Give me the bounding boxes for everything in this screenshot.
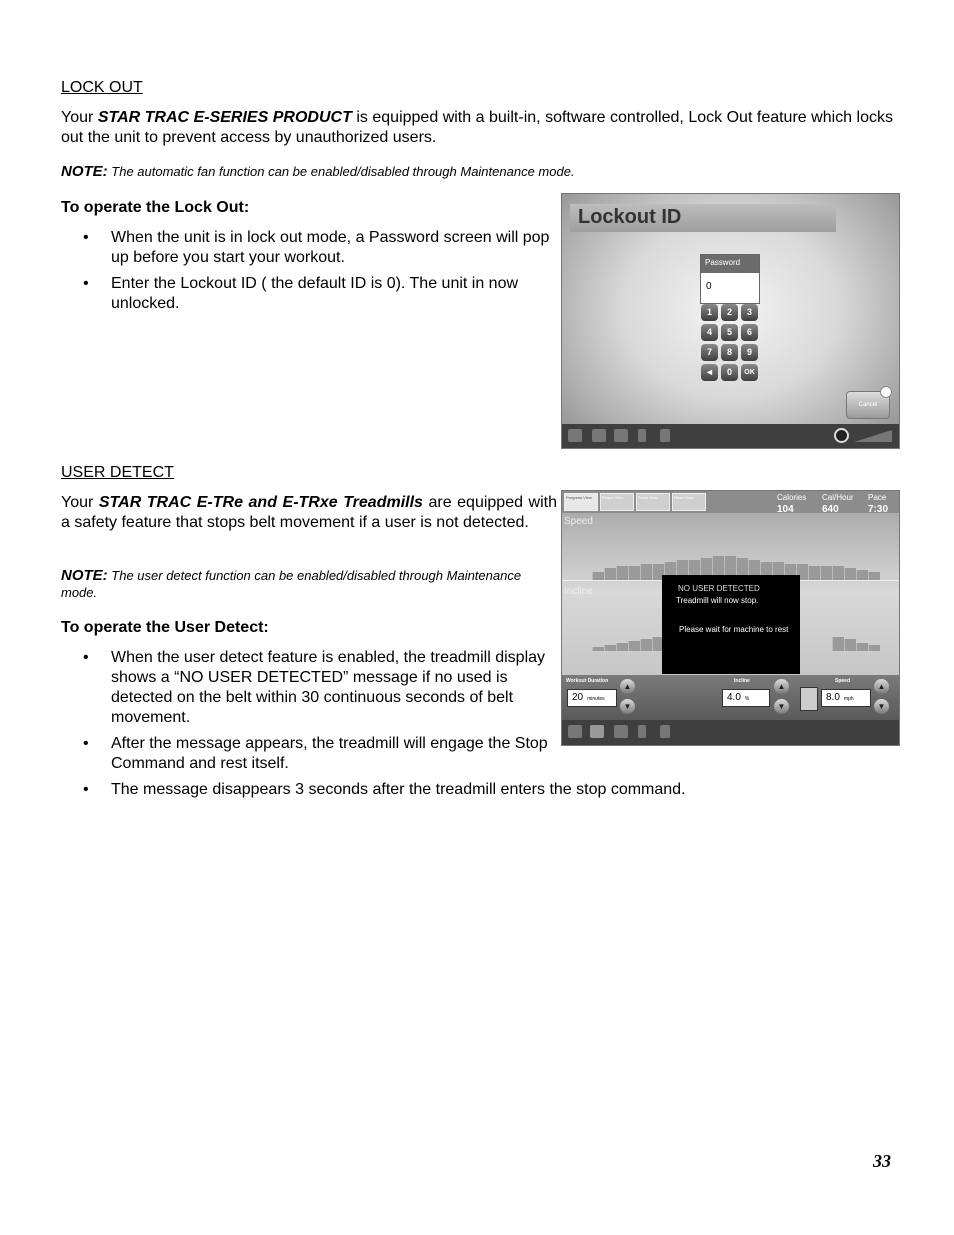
key-7[interactable]: 7: [701, 344, 718, 361]
dialog-title: NO USER DETECTED: [678, 584, 760, 593]
incline-bar: [640, 639, 652, 651]
keypad-icon[interactable]: [592, 429, 606, 442]
key-6[interactable]: 6: [741, 324, 758, 341]
userdetect-intro-after: are equipped with a safety feature that stops belt movement if a user is not detected.: [61, 494, 557, 531]
speed-unit: mph: [843, 696, 854, 702]
incline-bar: [844, 639, 856, 651]
speed-bar: [616, 566, 628, 580]
incline-unit: %: [744, 696, 750, 702]
lockout-heading: LOCK OUT: [61, 79, 143, 96]
lockout-title: Lockout ID: [578, 206, 682, 228]
speed-bar: [820, 566, 832, 580]
calories-label: Calories: [777, 493, 807, 502]
speed-bar: [832, 566, 844, 580]
duration-value: 20: [572, 692, 584, 703]
ok-key[interactable]: OK: [741, 364, 758, 381]
userdetect-note: [61, 567, 557, 601]
lockout-bottom-bar: [562, 424, 899, 448]
lockout-bullets: [61, 228, 551, 320]
speed-down-icon[interactable]: ▼: [874, 699, 889, 714]
lockout-intro-after: is equipped with a built-in, software controlled, Lock Out feature which locks out the unit to prevent access by unauthorized users.: [61, 109, 893, 146]
speed-bar: [640, 564, 652, 580]
userdetect-heading: USER DETECT: [61, 464, 174, 481]
key-4[interactable]: 4: [701, 324, 718, 341]
tab-progress-view[interactable]: Progress View: [564, 493, 598, 511]
cancel-indicator-icon: [880, 386, 892, 398]
userdetect-intro: [61, 493, 557, 533]
no-user-detected-dialog: [662, 575, 800, 674]
home-icon[interactable]: [568, 725, 582, 738]
bottle-icon[interactable]: [638, 429, 646, 442]
volume-icon[interactable]: [854, 430, 892, 442]
userdetect-note-text: The user detect function can be enabled/disabled through Maintenance mode.: [61, 568, 522, 600]
speed-value: 8.0: [826, 692, 840, 703]
lockout-screenshot: [561, 193, 900, 449]
userdetect-intro-before: Your: [61, 494, 99, 511]
key-5[interactable]: 5: [721, 324, 738, 341]
key-8[interactable]: 8: [721, 344, 738, 361]
speed-control-label: Speed: [835, 678, 851, 684]
tab-heart-view[interactable]: Heart View: [672, 493, 706, 511]
list-item: • Enter the Lockout ID ( the default ID is 0). The unit in now unlocked.: [61, 274, 551, 314]
duration-unit: minutes: [587, 696, 605, 702]
speed-field[interactable]: [821, 689, 871, 707]
duration-field[interactable]: [567, 689, 617, 707]
userdetect-bullets: [61, 648, 557, 780]
keypad-icon[interactable]: [800, 687, 818, 711]
calhour-value: 640: [822, 504, 839, 515]
incline-chart-label: Incline: [564, 586, 593, 597]
calhour-label: Cal/Hour: [822, 493, 854, 502]
keypad-icon[interactable]: [590, 725, 604, 738]
display-icon[interactable]: [614, 725, 628, 738]
dialog-message: Treadmill will now stop.: [676, 596, 759, 605]
incline-bar: [832, 637, 844, 651]
display-icon[interactable]: [614, 429, 628, 442]
dialog-wait-message: Please wait for machine to rest: [679, 625, 789, 634]
lockout-subheading: To operate the Lock Out:: [61, 199, 250, 216]
incline-bar: [592, 647, 604, 651]
incline-control-label: Incline: [734, 678, 750, 684]
workout-controls: [562, 675, 899, 720]
tab-track-view[interactable]: Track View: [636, 493, 670, 511]
speed-bar: [856, 570, 868, 580]
pace-label: Pace: [868, 493, 887, 502]
wrench-icon[interactable]: [660, 725, 670, 738]
speed-bar: [592, 572, 604, 580]
page-number: 33: [873, 1151, 891, 1171]
wrench-icon[interactable]: [660, 429, 670, 442]
speed-up-icon[interactable]: ▲: [874, 679, 889, 694]
speed-bar: [628, 566, 640, 580]
key-3[interactable]: 3: [741, 304, 758, 321]
incline-down-icon[interactable]: ▼: [774, 699, 789, 714]
fan-icon[interactable]: [834, 428, 849, 443]
list-item: • The message disappears 3 seconds after the treadmill enters the stop command.: [61, 780, 901, 800]
userdetect-bullets-cont: [61, 780, 901, 806]
bottle-icon[interactable]: [638, 725, 646, 738]
speed-chart-label: Speed: [564, 516, 593, 527]
calories-value: 104: [777, 504, 794, 515]
speed-bar: [868, 572, 880, 580]
speed-bar: [844, 568, 856, 580]
userdetect-subheading: To operate the User Detect:: [61, 619, 269, 636]
lockout-intro-before: Your: [61, 109, 98, 126]
lockout-note-text: The automatic fan function can be enabled/disabled through Maintenance mode.: [107, 164, 575, 179]
incline-bar: [856, 643, 868, 651]
pace-value: 7:30: [868, 504, 889, 515]
incline-bar: [616, 643, 628, 651]
incline-field[interactable]: [722, 689, 770, 707]
incline-bar: [868, 645, 880, 651]
tab-shape-view[interactable]: Shape View: [600, 493, 634, 511]
list-item: • When the unit is in lock out mode, a Password screen will pop up before you start your workout.: [61, 228, 551, 268]
home-icon[interactable]: [568, 429, 582, 442]
duration-label: Workout Duration: [566, 678, 609, 684]
password-value: 0: [706, 281, 712, 292]
speed-bar: [604, 568, 616, 580]
incline-bar: [628, 641, 640, 651]
key-1[interactable]: 1: [701, 304, 718, 321]
incline-up-icon[interactable]: ▲: [774, 679, 789, 694]
incline-value: 4.0: [727, 692, 741, 703]
key-2[interactable]: 2: [721, 304, 738, 321]
key-0[interactable]: 0: [721, 364, 738, 381]
ud-bottom-bar: [562, 720, 899, 745]
lockout-intro: [61, 108, 893, 148]
userdetect-screenshot: [561, 490, 900, 746]
lockout-intro-product: STAR TRAC E-SERIES PRODUCT: [97, 109, 352, 126]
speed-bar: [808, 566, 820, 580]
userdetect-intro-product: STAR TRAC E-TRe and E-TRxe Treadmills: [98, 494, 423, 511]
list-item: • When the user detect feature is enabled, the treadmill display shows a “NO USER DETECTED” message if no used is detected on the belt within 30 continuous seconds of belt movement.: [61, 648, 557, 728]
lockout-note: [61, 163, 893, 180]
incline-bar: [604, 645, 616, 651]
list-item: • After the message appears, the treadmill will engage the Stop Command and rest itself.: [61, 734, 557, 774]
password-label: Password: [701, 255, 759, 273]
password-field[interactable]: [700, 254, 760, 304]
backspace-key[interactable]: ◄: [701, 364, 718, 381]
cancel-button[interactable]: Cancel: [846, 391, 890, 419]
duration-down-icon[interactable]: ▼: [620, 699, 635, 714]
duration-up-icon[interactable]: ▲: [620, 679, 635, 694]
key-9[interactable]: 9: [741, 344, 758, 361]
lockout-note-label: NOTE:: [61, 163, 108, 180]
userdetect-note-label: NOTE:: [61, 567, 108, 584]
